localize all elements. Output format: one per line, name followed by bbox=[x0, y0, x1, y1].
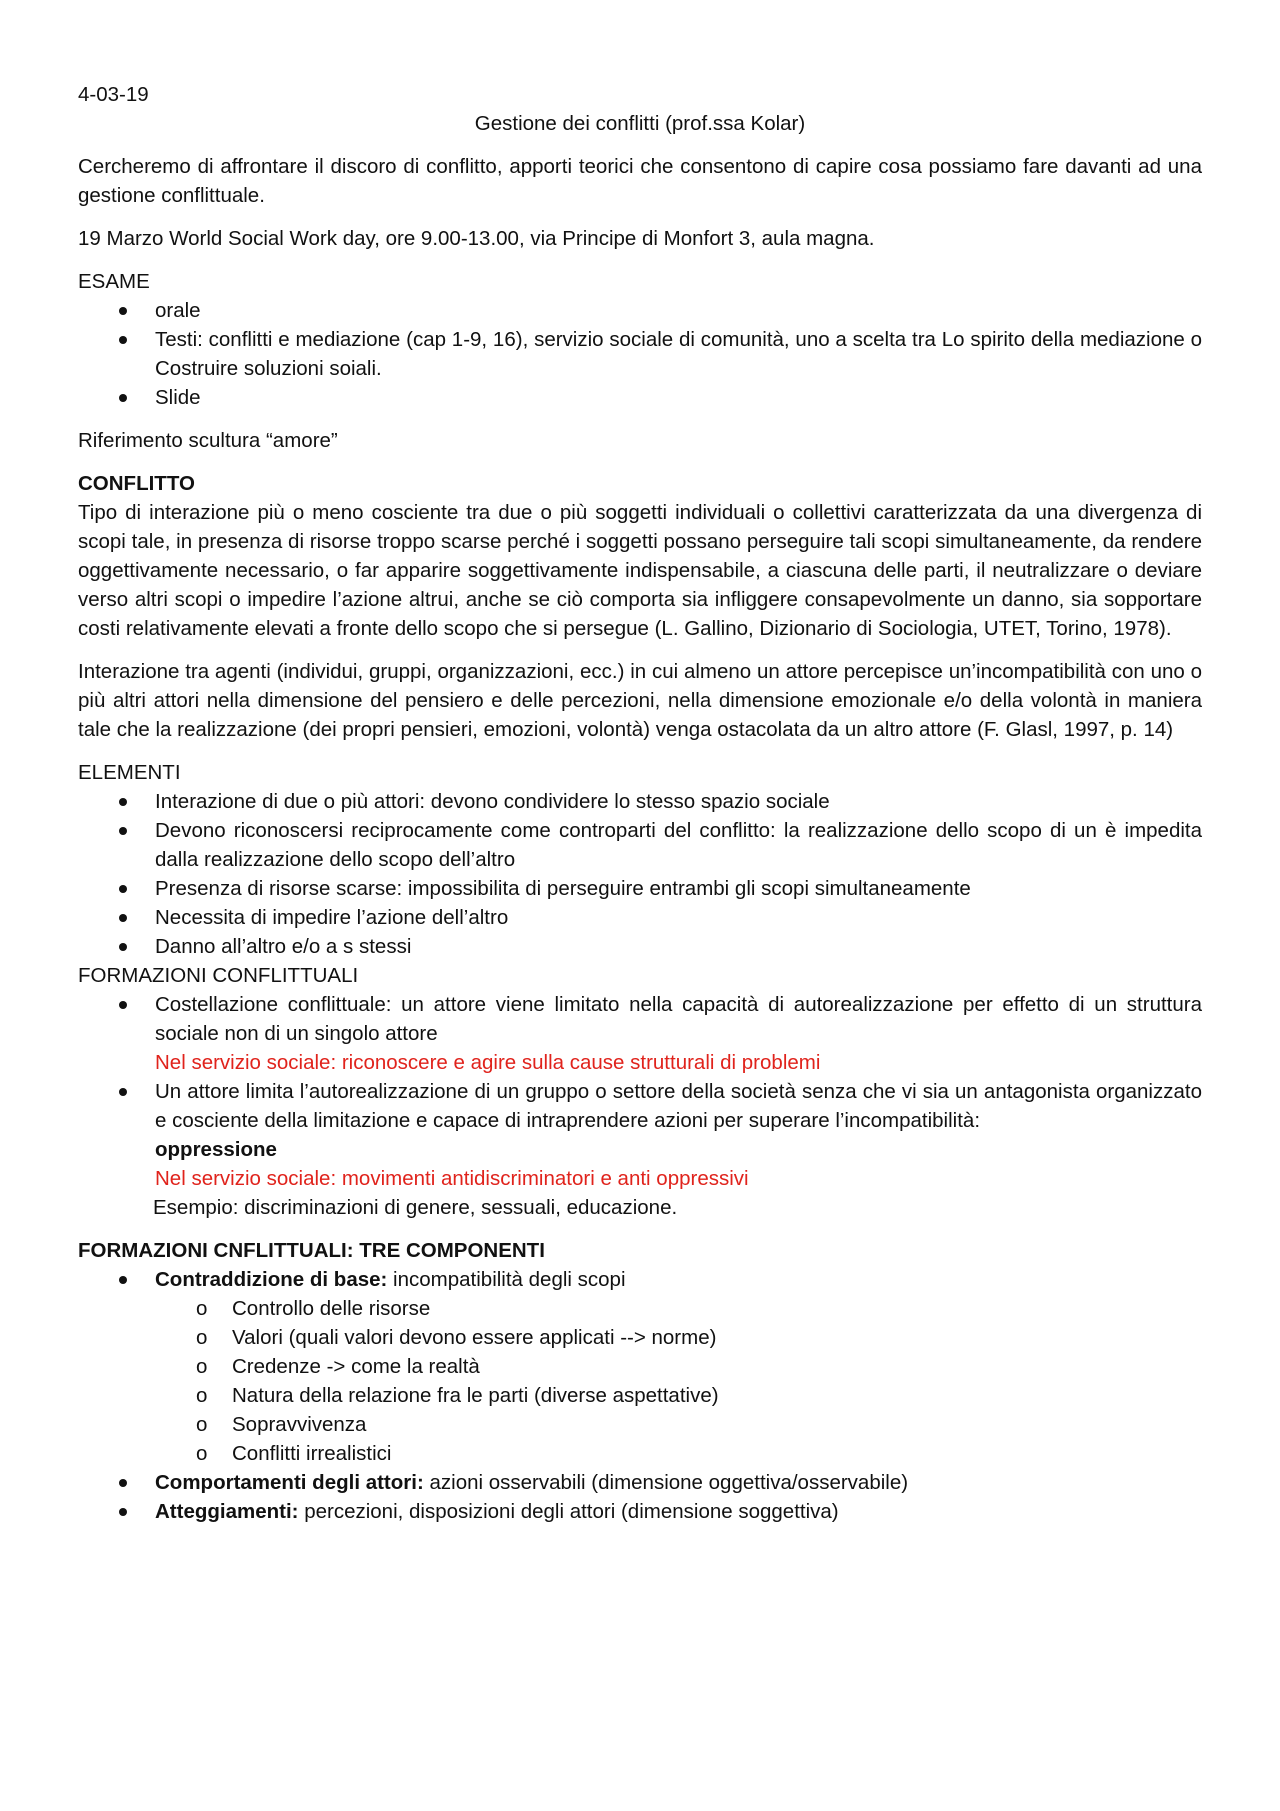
componenti-sublist bbox=[78, 1294, 1202, 1468]
conflitto-definition-2: Interazione tra agenti (individui, gruppi, organizzazioni, ecc.) in cui almeno un attore percepisce un’incompatibilità con uno o più altri attori nella dimensione del pensiero e delle percezioni, nella dimensione emozionale e/o della volontà in maniera tale che la realizzazione (dei propri pensieri, emozioni, volontà) venga ostacolata da un altro attore (F. Glasl, 1997, p. 14) bbox=[78, 660, 1202, 741]
componenti-text-1: incompatibilità degli scopi bbox=[387, 1268, 626, 1291]
list-item: Necessita di impedire l’azione dell’altro bbox=[78, 903, 1202, 932]
list-item bbox=[78, 1265, 1202, 1294]
componenti-label-2: Comportamenti degli attori: bbox=[155, 1471, 424, 1494]
list-item: Testi: conflitti e mediazione (cap 1-9, 16), servizio sociale di comunità, uno a scelta tra Lo spirito della mediazione o Costruire soluzioni soiali. bbox=[78, 325, 1202, 383]
list-item: o Credenze -> come la realtà bbox=[78, 1352, 1202, 1381]
document-page bbox=[78, 80, 1202, 1526]
elementi-list bbox=[78, 787, 1202, 961]
list-item bbox=[78, 1497, 1202, 1526]
list-item: orale bbox=[78, 296, 1202, 325]
componenti-list-2 bbox=[78, 1468, 1202, 1526]
list-item: Slide bbox=[78, 383, 1202, 412]
formazioni-example: Esempio: discriminazioni di genere, sessuali, educazione. bbox=[153, 1196, 678, 1219]
conflitto-definition-1: Tipo di interazione più o meno cosciente tra due o più soggetti individuali o collettivi caratterizzata da una divergenza di scopi tale, in presenza di risorse troppo scarse perché i soggetti possano perseguire tali scopi simultaneamente, da rendere oggettivamente necessario, o far apparire soggettivamente indispensabile, a ciascuna delle parti, il neutralizzare o deviare verso altri scopi o impedire l’azione altrui, anche se ciò comporta sia infliggere consapevolmente un danno, sia sopportare costi relativamente elevati a fronte dello scopo che si persegue (L. Gallino, Dizionario di Sociologia, UTET, Torino, 1978). bbox=[78, 501, 1202, 640]
exam-heading: ESAME bbox=[78, 270, 150, 293]
componenti-text-2: azioni osservabili (dimensione oggettiva/osservabile) bbox=[423, 1471, 909, 1494]
intro-paragraph: Cercheremo di affrontare il discoro di conflitto, apporti teorici che consentono di capire cosa possiamo fare davanti ad una gestione conflittuale. bbox=[78, 155, 1202, 207]
componenti-text-3: percezioni, disposizioni degli attori (dimensione soggettiva) bbox=[298, 1500, 839, 1523]
formazioni-item-2: Un attore limita l’autorealizzazione di un gruppo o settore della società senza che vi sia un antagonista organizzato e cosciente della limitazione e capace di intraprendere azioni per superare l’incompatibilità: bbox=[155, 1080, 1202, 1132]
formazioni-list bbox=[78, 990, 1202, 1193]
list-item bbox=[78, 990, 1202, 1077]
list-item: Danno all’altro e/o a s stessi bbox=[78, 932, 1202, 961]
formazioni-item-2-bold: oppressione bbox=[155, 1138, 277, 1161]
formazioni-heading: FORMAZIONI CONFLITTUALI bbox=[78, 964, 359, 987]
list-item: o Controllo delle risorse bbox=[78, 1294, 1202, 1323]
list-item bbox=[78, 1468, 1202, 1497]
list-item: o Sopravvivenza bbox=[78, 1410, 1202, 1439]
list-item: o Conflitti irrealistici bbox=[78, 1439, 1202, 1468]
componenti-heading: FORMAZIONI CNFLITTUALI: TRE COMPONENTI bbox=[78, 1239, 545, 1262]
list-item: Presenza di risorse scarse: impossibilita di perseguire entrambi gli scopi simultaneamente bbox=[78, 874, 1202, 903]
componenti-list bbox=[78, 1265, 1202, 1294]
list-item: o Valori (quali valori devono essere applicati --> norme) bbox=[78, 1323, 1202, 1352]
list-item: o Natura della relazione fra le parti (diverse aspettative) bbox=[78, 1381, 1202, 1410]
document-date: 4-03-19 bbox=[78, 83, 149, 106]
event-paragraph: 19 Marzo World Social Work day, ore 9.00-13.00, via Principe di Monfort 3, aula magna. bbox=[78, 227, 875, 250]
componenti-label-1: Contraddizione di base: bbox=[155, 1268, 388, 1291]
list-item: Interazione di due o più attori: devono condividere lo stesso spazio sociale bbox=[78, 787, 1202, 816]
list-item bbox=[78, 1077, 1202, 1193]
formazioni-item-1: Costellazione conflittuale: un attore viene limitato nella capacità di autorealizzazione per effetto di un struttura sociale non di un singolo attore bbox=[155, 993, 1202, 1045]
elementi-heading: ELEMENTI bbox=[78, 761, 181, 784]
list-item: Devono riconoscersi reciprocamente come controparti del conflitto: la realizzazione dello scopo di un è impedita dalla realizzazione dello scopo dell’altro bbox=[78, 816, 1202, 874]
formazioni-note-2: Nel servizio sociale: movimenti antidiscriminatori e anti oppressivi bbox=[155, 1167, 749, 1190]
conflitto-heading: CONFLITTO bbox=[78, 472, 195, 495]
formazioni-note-1: Nel servizio sociale: riconoscere e agire sulla cause strutturali di problemi bbox=[155, 1051, 821, 1074]
componenti-label-3: Atteggiamenti: bbox=[155, 1500, 299, 1523]
document-title: Gestione dei conflitti (prof.ssa Kolar) bbox=[474, 112, 806, 135]
exam-list bbox=[78, 296, 1202, 412]
reference-paragraph: Riferimento scultura “amore” bbox=[78, 429, 338, 452]
